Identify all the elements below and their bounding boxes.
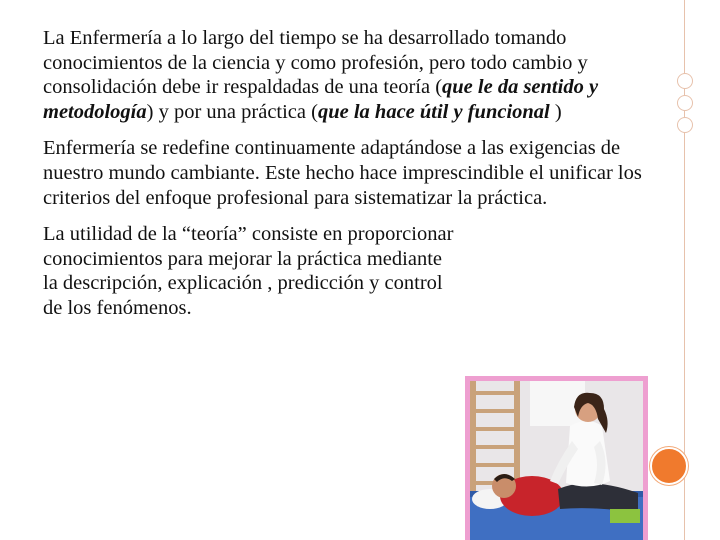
slide-body <box>43 26 671 333</box>
rail-dot <box>677 95 693 111</box>
paragraph-2-text: Enfermería se redefine continuamente adaptándose a las exigencias de nuestro mundo cambiante. Este hecho hace imprescindible el unificar los criterios del enfoque profesional para sistematizar la práctica. <box>43 137 642 209</box>
paragraph-3 <box>43 222 458 320</box>
emphasis-sentido: que le da sentido y metodología <box>43 76 599 123</box>
rail-dot <box>677 117 693 133</box>
accent-circle <box>650 447 688 485</box>
photo-illustration <box>470 381 643 540</box>
emphasis-util: que la hace útil y funcional <box>317 100 555 123</box>
paragraph-2 <box>43 136 671 210</box>
paragraph-3-text: La utilidad de la “teoría” consiste en proporcionar conocimientos para mejorar la práctica mediante la descripción, explicación , predicción y control de los fenómenos. <box>43 223 454 319</box>
paragraph-1 <box>43 26 671 124</box>
rail-dot <box>677 73 693 89</box>
paragraph-1-text: La Enfermería a lo largo del tiempo se ha desarrollado tomando conocimientos de la ciencia y como profesión, pero todo cambio y consolidación debe ir respaldadas de una teoría ( <box>43 27 588 99</box>
nurse-patient-photo <box>465 376 648 540</box>
paragraph-1-text: ) y por una práctica ( <box>146 100 318 123</box>
paragraph-1-text: ) <box>554 100 562 123</box>
